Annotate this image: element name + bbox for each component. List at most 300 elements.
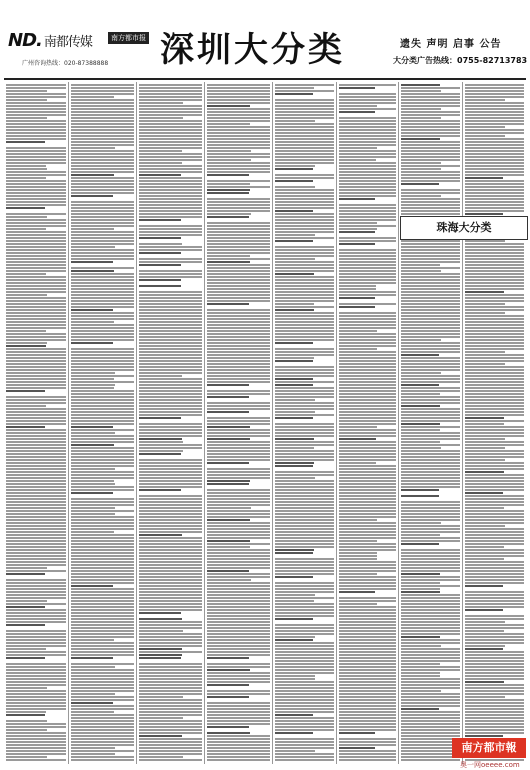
text-line	[401, 99, 460, 101]
text-line	[139, 369, 202, 371]
text-line	[71, 210, 134, 212]
ad-column	[136, 82, 204, 764]
text-line	[339, 597, 396, 599]
text-line	[139, 177, 202, 179]
text-line	[71, 654, 134, 656]
text-line	[139, 186, 202, 188]
text-line	[401, 273, 460, 275]
text-line	[465, 540, 524, 542]
text-line	[275, 273, 314, 275]
text-line	[6, 105, 66, 107]
text-line	[275, 729, 334, 731]
text-line	[465, 549, 524, 551]
text-line	[207, 390, 270, 392]
text-line	[465, 492, 503, 494]
text-line	[401, 303, 460, 305]
text-line	[275, 720, 334, 722]
text-line	[139, 294, 202, 296]
text-line	[207, 435, 270, 437]
text-line	[275, 597, 334, 599]
text-line	[339, 648, 396, 650]
text-line	[71, 465, 134, 467]
text-line	[401, 195, 441, 197]
text-line	[339, 600, 396, 602]
text-line	[339, 525, 396, 527]
text-line	[465, 399, 524, 401]
text-line	[401, 90, 441, 92]
text-line	[6, 540, 66, 542]
text-line	[465, 684, 524, 686]
text-line	[207, 135, 270, 137]
text-line	[275, 717, 334, 719]
text-line	[6, 483, 66, 485]
text-line	[339, 444, 396, 446]
text-line	[207, 702, 270, 704]
text-line	[339, 279, 396, 281]
text-line	[6, 633, 66, 635]
text-line	[6, 162, 66, 164]
text-line	[401, 501, 460, 503]
text-line	[207, 147, 270, 149]
text-line	[465, 207, 524, 209]
text-line	[401, 609, 460, 611]
text-line	[401, 192, 460, 194]
text-line	[401, 408, 460, 410]
text-line	[401, 177, 460, 179]
text-line	[275, 405, 334, 407]
text-line	[339, 456, 396, 458]
text-line	[139, 468, 202, 470]
text-line	[6, 570, 66, 572]
text-line	[207, 471, 270, 473]
text-line	[465, 591, 524, 593]
text-line	[139, 405, 202, 407]
text-line	[465, 105, 524, 107]
text-line	[339, 111, 375, 113]
text-line	[465, 486, 524, 488]
text-line	[465, 177, 503, 179]
text-line	[207, 468, 270, 470]
text-line	[275, 156, 334, 158]
text-line	[71, 594, 134, 596]
brand-tag: 南方都市报	[108, 32, 149, 44]
text-line	[465, 480, 524, 482]
text-line	[401, 117, 441, 119]
text-line	[207, 285, 270, 287]
text-line	[401, 312, 460, 314]
text-line	[401, 477, 460, 479]
text-line	[207, 501, 270, 503]
text-line	[401, 606, 460, 608]
text-line	[6, 228, 46, 230]
text-line	[339, 219, 396, 221]
text-line	[71, 204, 134, 206]
text-line	[275, 366, 334, 368]
text-line	[6, 726, 66, 728]
ad-column	[4, 82, 68, 764]
text-line	[6, 399, 66, 401]
text-line	[465, 663, 524, 665]
text-line	[71, 261, 113, 263]
text-line	[139, 318, 202, 320]
text-line	[401, 111, 460, 113]
text-line	[6, 225, 66, 227]
text-line	[401, 183, 439, 185]
text-line	[401, 504, 460, 506]
text-line	[6, 615, 66, 617]
text-line	[6, 453, 66, 455]
text-line	[339, 504, 396, 506]
text-line	[139, 84, 202, 86]
text-line	[401, 732, 460, 734]
text-line	[339, 462, 376, 464]
text-line	[139, 348, 202, 350]
text-line	[339, 372, 396, 374]
text-line	[71, 84, 134, 86]
text-line	[465, 501, 524, 503]
text-line	[275, 186, 315, 188]
text-line	[275, 126, 334, 128]
text-line	[207, 330, 270, 332]
text-line	[71, 576, 134, 578]
text-line	[275, 516, 334, 518]
text-line	[339, 177, 396, 179]
text-line	[401, 666, 460, 668]
text-line	[401, 519, 460, 521]
text-line	[139, 531, 202, 533]
text-line	[465, 528, 524, 530]
text-line	[465, 174, 524, 176]
text-line	[465, 477, 524, 479]
text-line	[139, 720, 202, 722]
text-line	[207, 288, 270, 290]
text-line	[339, 84, 396, 86]
text-line	[139, 756, 183, 758]
text-line	[71, 111, 134, 113]
text-line	[275, 489, 334, 491]
text-line	[139, 285, 181, 287]
text-line	[339, 243, 375, 245]
text-line	[6, 231, 66, 233]
text-line	[275, 276, 334, 278]
text-line	[207, 279, 270, 281]
text-line	[401, 615, 460, 617]
text-line	[465, 135, 505, 137]
text-line	[275, 105, 334, 107]
text-line	[71, 678, 134, 680]
text-line	[6, 123, 66, 125]
text-line	[401, 93, 460, 95]
text-line	[207, 690, 270, 692]
text-line	[465, 687, 524, 689]
text-line	[339, 552, 377, 554]
text-line	[401, 375, 460, 377]
text-line	[139, 360, 202, 362]
text-line	[401, 207, 460, 209]
text-line	[71, 504, 134, 506]
text-line	[6, 108, 66, 110]
text-line	[275, 429, 334, 431]
text-line	[275, 321, 334, 323]
text-line	[275, 663, 334, 665]
text-line	[275, 417, 313, 419]
text-line	[339, 465, 396, 467]
text-line	[207, 537, 270, 539]
text-line	[139, 333, 202, 335]
text-line	[207, 204, 270, 206]
text-line	[71, 195, 113, 197]
text-line	[139, 375, 182, 377]
text-line	[139, 210, 202, 212]
text-line	[207, 723, 270, 725]
text-line	[71, 354, 134, 356]
text-line	[6, 528, 66, 530]
text-line	[275, 291, 334, 293]
text-line	[139, 354, 202, 356]
text-line	[275, 585, 334, 587]
text-line	[71, 444, 114, 446]
text-line	[275, 279, 334, 281]
text-line	[275, 651, 334, 653]
text-line	[339, 558, 377, 560]
text-line	[465, 402, 524, 404]
text-line	[6, 102, 66, 104]
text-line	[71, 501, 134, 503]
text-line	[401, 333, 460, 335]
text-line	[339, 231, 375, 233]
text-line	[207, 405, 270, 407]
text-line	[339, 126, 396, 128]
text-line	[339, 741, 396, 743]
text-line	[401, 414, 460, 416]
text-line	[207, 444, 270, 446]
text-line	[71, 546, 134, 548]
text-line	[207, 228, 270, 230]
text-line	[401, 516, 460, 518]
text-line	[339, 477, 396, 479]
text-line	[139, 657, 181, 659]
text-line	[139, 216, 202, 218]
text-line	[401, 570, 460, 572]
text-line	[465, 585, 503, 587]
text-line	[401, 102, 460, 104]
text-line	[275, 369, 334, 371]
text-line	[339, 249, 396, 251]
text-line	[71, 498, 134, 500]
text-line	[339, 474, 396, 476]
text-line	[275, 375, 334, 377]
text-line	[139, 363, 202, 365]
text-line	[465, 354, 524, 356]
text-line	[71, 366, 134, 368]
text-line	[71, 432, 115, 434]
text-line	[6, 756, 47, 758]
text-line	[6, 450, 66, 452]
text-line	[275, 681, 334, 683]
text-line	[465, 282, 524, 284]
text-line	[71, 258, 134, 260]
text-line	[465, 627, 524, 629]
text-line	[71, 729, 134, 731]
text-line	[465, 117, 524, 119]
text-line	[6, 561, 66, 563]
text-line	[139, 696, 183, 698]
text-line	[71, 234, 134, 236]
text-line	[207, 624, 270, 626]
text-line	[207, 111, 270, 113]
text-line	[6, 444, 66, 446]
text-line	[465, 159, 524, 161]
text-line	[339, 603, 377, 605]
text-line	[6, 579, 66, 581]
text-line	[339, 390, 396, 392]
text-line	[6, 147, 66, 149]
text-line	[71, 564, 134, 566]
text-line	[339, 645, 396, 647]
text-line	[401, 702, 460, 704]
text-line	[71, 456, 134, 458]
text-line	[71, 588, 134, 590]
text-line	[339, 672, 396, 674]
text-line	[139, 411, 202, 413]
text-line	[71, 360, 134, 362]
text-line	[71, 141, 134, 143]
text-line	[71, 711, 114, 713]
text-line	[71, 342, 113, 344]
text-line	[401, 327, 460, 329]
text-line	[465, 204, 524, 206]
text-line	[207, 393, 270, 395]
text-line	[207, 744, 270, 746]
text-line	[207, 513, 270, 515]
text-line	[207, 681, 270, 683]
text-line	[139, 264, 181, 266]
text-line	[465, 150, 524, 152]
text-line	[465, 414, 524, 416]
text-line	[339, 627, 396, 629]
text-line	[275, 198, 334, 200]
page-title: 深圳大分类	[160, 30, 345, 70]
text-line	[6, 408, 66, 410]
text-line	[339, 384, 396, 386]
text-line	[6, 354, 66, 356]
ad-column	[272, 82, 336, 764]
text-line	[207, 87, 270, 89]
text-line	[207, 264, 270, 266]
text-line	[139, 417, 181, 419]
text-line	[207, 342, 270, 344]
text-line	[71, 759, 134, 761]
text-line	[339, 165, 396, 167]
text-line	[207, 561, 270, 563]
text-line	[6, 642, 66, 644]
text-line	[465, 96, 524, 98]
text-line	[6, 729, 47, 731]
text-line	[275, 570, 334, 572]
text-line	[401, 387, 460, 389]
text-line	[71, 426, 113, 428]
text-line	[465, 327, 524, 329]
text-line	[71, 387, 114, 389]
text-line	[139, 567, 202, 569]
text-line	[401, 396, 460, 398]
text-line	[339, 378, 396, 380]
text-line	[339, 435, 396, 437]
text-line	[339, 399, 396, 401]
text-line	[401, 729, 460, 731]
text-line	[275, 306, 334, 308]
text-line	[275, 426, 334, 428]
text-line	[465, 696, 505, 698]
text-line	[401, 141, 460, 143]
text-line	[339, 621, 396, 623]
text-line	[207, 339, 270, 341]
text-line	[339, 489, 396, 491]
text-line	[139, 162, 182, 164]
text-line	[401, 429, 440, 431]
text-line	[139, 654, 182, 656]
text-line	[339, 285, 376, 287]
text-line	[401, 510, 460, 512]
text-line	[207, 516, 270, 518]
text-line	[71, 162, 134, 164]
text-line	[207, 474, 270, 476]
text-line	[275, 138, 334, 140]
text-line	[139, 291, 202, 293]
text-line	[465, 261, 524, 263]
text-line	[71, 405, 134, 407]
text-line	[465, 561, 524, 563]
text-line	[139, 522, 202, 524]
text-line	[465, 543, 524, 545]
text-line	[275, 384, 313, 386]
text-line	[207, 402, 270, 404]
text-line	[465, 267, 524, 269]
text-line	[207, 597, 270, 599]
text-line	[275, 372, 334, 374]
text-line	[139, 651, 202, 653]
text-line	[465, 651, 524, 653]
text-line	[207, 672, 270, 674]
text-line	[139, 705, 202, 707]
text-line	[275, 678, 315, 680]
text-line	[401, 693, 460, 695]
text-line	[465, 444, 524, 446]
text-line	[339, 690, 396, 692]
text-line	[71, 462, 134, 464]
text-line	[465, 372, 524, 374]
text-line	[401, 366, 460, 368]
text-line	[465, 330, 524, 332]
text-line	[207, 726, 249, 728]
text-line	[465, 87, 524, 89]
text-line	[275, 339, 334, 341]
text-line	[339, 222, 377, 224]
text-line	[339, 366, 396, 368]
zhuhai-section-title: 珠海大分类	[400, 216, 528, 240]
text-line	[465, 321, 524, 323]
text-line	[401, 699, 460, 701]
text-line	[6, 366, 66, 368]
text-line	[207, 450, 270, 452]
text-line	[275, 411, 315, 413]
text-line	[275, 501, 334, 503]
text-line	[71, 612, 134, 614]
text-line	[139, 249, 202, 251]
text-line	[275, 471, 334, 473]
text-line	[465, 405, 524, 407]
text-line	[6, 213, 66, 215]
